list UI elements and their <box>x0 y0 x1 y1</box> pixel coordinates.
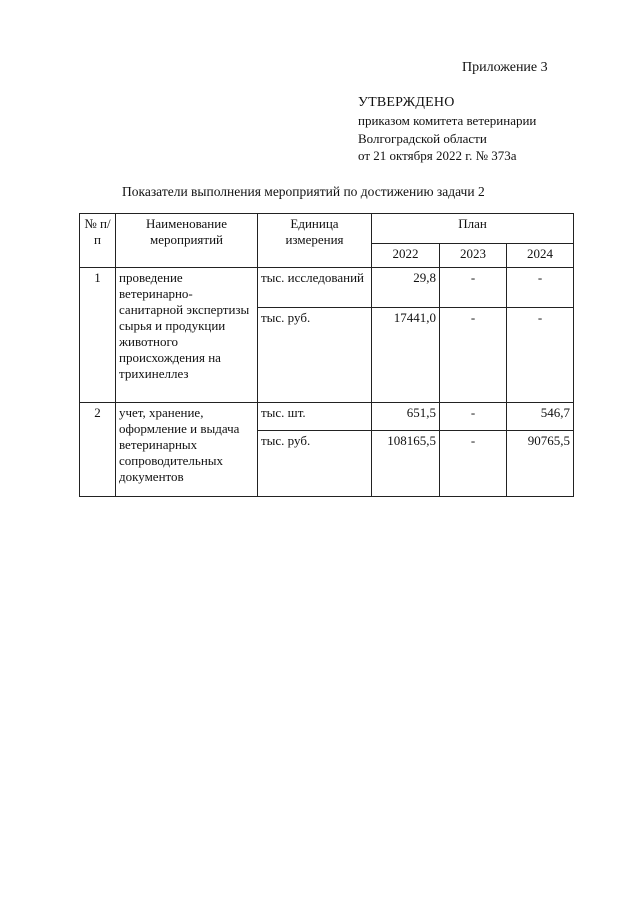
row-1-2-2024: - <box>507 308 574 403</box>
row-2-num: 2 <box>80 403 116 497</box>
header-year-2023: 2023 <box>440 244 507 268</box>
row-1-2-2023: - <box>440 308 507 403</box>
row-1-1-2022: 29,8 <box>372 268 440 308</box>
row-1-unit-1: тыс. исследований <box>258 268 372 308</box>
plan-table <box>79 213 574 497</box>
appendix-label: Приложение 3 <box>462 60 548 75</box>
row-2-2-2024: 90765,5 <box>507 431 574 497</box>
row-1-2-2022: 17441,0 <box>372 308 440 403</box>
row-2-1-2023: - <box>440 403 507 431</box>
row-2-2-2023: - <box>440 431 507 497</box>
row-2-2-2022: 108165,5 <box>372 431 440 497</box>
row-1-num: 1 <box>80 268 116 403</box>
row-2-name: учет, хранение, оформление и выдача ветеринарных сопроводительных документов <box>116 403 258 497</box>
header-unit: Единица измерения <box>258 214 372 268</box>
row-1-name: проведение ветеринарно-санитарной экспертизы сырья и продукции животного происхождения на трихинеллез <box>116 268 258 403</box>
header-num: № п/п <box>80 214 116 268</box>
header-plan: План <box>372 214 574 244</box>
approval-line-1: приказом комитета ветеринарии <box>358 113 537 128</box>
row-1-unit-2: тыс. руб. <box>258 308 372 403</box>
row-1-1-2023: - <box>440 268 507 308</box>
row-1-1-2024: - <box>507 268 574 308</box>
table-row <box>80 403 574 431</box>
table-row <box>80 268 574 308</box>
document-title: Показатели выполнения мероприятий по достижению задачи 2 <box>122 184 485 199</box>
approval-line-3: от 21 октября 2022 г. № 373а <box>358 148 517 163</box>
header-year-2024: 2024 <box>507 244 574 268</box>
header-year-2022: 2022 <box>372 244 440 268</box>
approved-heading: УТВЕРЖДЕНО <box>358 95 455 110</box>
header-name: Наименование мероприятий <box>116 214 258 268</box>
row-2-1-2022: 651,5 <box>372 403 440 431</box>
row-2-1-2024: 546,7 <box>507 403 574 431</box>
approval-line-2: Волгоградской области <box>358 131 487 146</box>
row-2-unit-2: тыс. руб. <box>258 431 372 497</box>
row-2-unit-1: тыс. шт. <box>258 403 372 431</box>
